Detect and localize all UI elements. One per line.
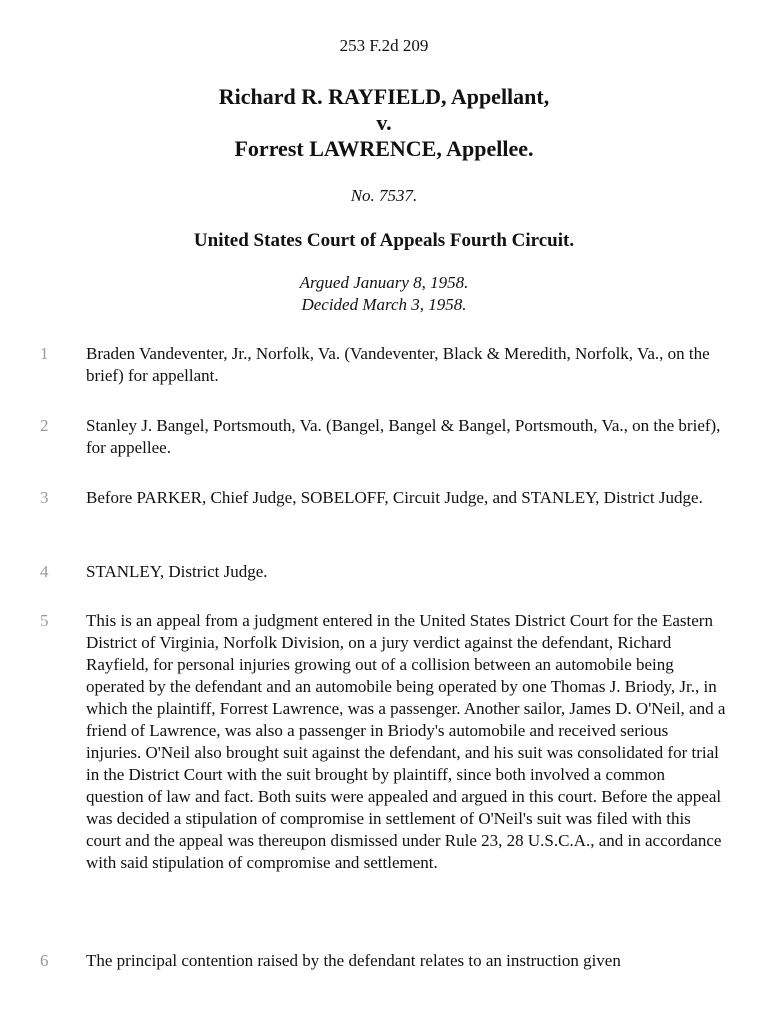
paragraph-text: Braden Vandeventer, Jr., Norfolk, Va. (Vandeventer, Black & Meredith, Norfolk, Va., on the brief) for appellant. — [86, 344, 710, 385]
paragraph-number: 2 — [40, 416, 49, 435]
paragraph-number: 3 — [40, 488, 49, 507]
paragraph-text: Stanley J. Bangel, Portsmouth, Va. (Bangel, Bangel & Bangel, Portsmouth, Va., on the brief), for appellee. — [86, 416, 721, 457]
paragraph-number: 5 — [40, 611, 49, 630]
paragraph-number: 1 — [40, 344, 49, 363]
docket-number: No. 7537. — [350, 186, 418, 205]
paragraph-number: 6 — [40, 951, 49, 970]
argued-date: Argued January 8, 1958. — [299, 273, 469, 292]
paragraph-text: STANLEY, District Judge. — [86, 562, 268, 581]
paragraph-text: This is an appeal from a judgment entered in the United States District Court for the Eastern District of Virginia, Norfolk Division, on a jury verdict against the defendant, Richard Rayfield, for personal injuries growing out of a collision between an automobile being operated by the defendant and an automobile being operated by one Thomas J. Briody, Jr., in which the plaintiff, Forrest Lawrence, was a passenger. Another sailor, James D. O'Neil, and a friend of Lawrence, was also a passenger in Briody's automobile and received serious injuries. O'Neil also brought suit against the defendant, and his suit was consolidated for trial in the District Court with the suit brought by plaintiff, since both involved a common question of law and fact. Both suits were appealed and argued in this court. Before the appeal was decided a stipulation of compromise in settlement of O'Neil's suit was filed with this court and the appeal was thereupon dismissed under Rule 23, 28 U.S.C.A., and in accordance with said stipulation of compromise and settlement. — [86, 611, 726, 872]
versus-line: v. — [376, 110, 392, 135]
paragraph-number: 4 — [40, 562, 49, 581]
appellee-line: Forrest LAWRENCE, Appellee. — [234, 136, 534, 161]
appellant-line: Richard R. RAYFIELD, Appellant, — [218, 84, 550, 109]
case-citation: 253 F.2d 209 — [339, 36, 429, 55]
paragraph-text: The principal contention raised by the defendant relates to an instruction given — [86, 951, 621, 970]
case-dates — [0, 272, 768, 316]
court-name: United States Court of Appeals Fourth Circuit. — [193, 230, 575, 251]
paragraph-text: Before PARKER, Chief Judge, SOBELOFF, Circuit Judge, and STANLEY, District Judge. — [86, 488, 703, 507]
decided-date: Decided March 3, 1958. — [301, 295, 467, 314]
case-caption — [0, 84, 768, 162]
